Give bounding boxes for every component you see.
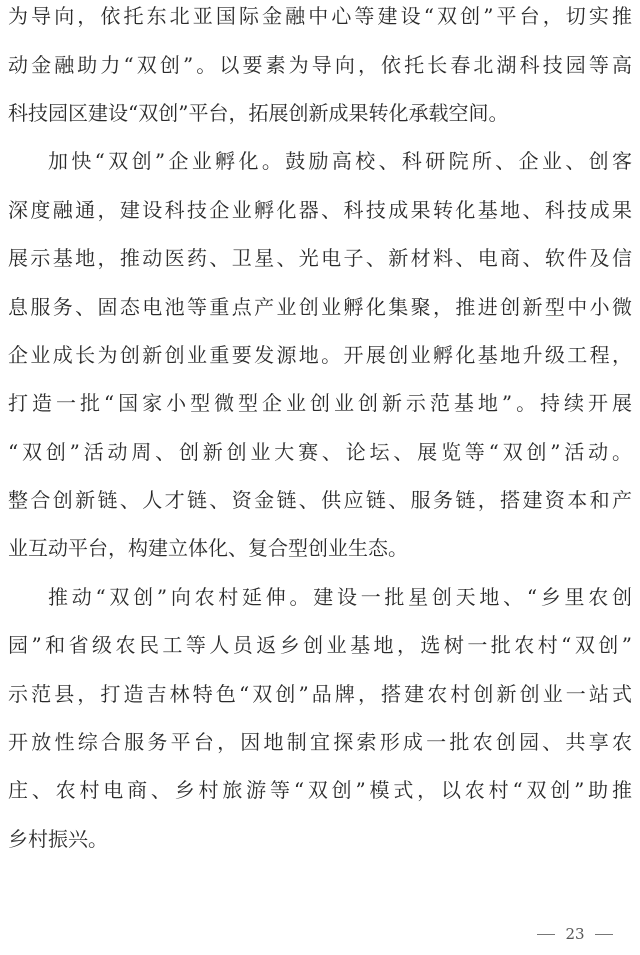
text-line: 息服务、固态电池等重点产业创业孵化集聚，推进创新型中小微 [8,295,635,319]
page-number [520,924,630,944]
text-line: 打造一批“国家小型微型企业创业创新示范基地”。持续开展 [8,391,636,415]
page-number-value: 23 [565,925,585,943]
text-line: 加快“双创”企业孵化。鼓励高校、科研院所、企业、创客 [48,149,636,173]
text-line: 展示基地，推动医药、卫星、光电子、新材料、电商、软件及信 [8,246,635,270]
text-line: 动金融助力“双创”。以要素为导向，依托长春北湖科技园等高 [8,53,636,77]
page-number-dash-right [595,934,613,935]
text-line: 乡村振兴。 [8,827,108,851]
text-line: 开放性综合服务平台，因地制宜探索形成一批农创园、共享农 [8,730,636,754]
text-line: 园”和省级农民工等人员返乡创业基地，选树一批农村“双创” [8,633,636,657]
text-line: 企业成长为创新创业重要发源地。开展创业孵化基地升级工程， [8,343,635,367]
text-line: 示范县，打造吉林特色“双创”品牌，搭建农村创新创业一站式 [8,682,636,706]
text-line: “双创”活动周、创新创业大赛、论坛、展览等“双创”活动。 [8,440,636,464]
text-line: 为导向，依托东北亚国际金融中心等建设“双创”平台，切实推 [8,4,636,28]
text-line: 业互动平台，构建立体化、复合型创业生态。 [8,536,408,560]
text-line: 庄、农村电商、乡村旅游等“双创”模式，以农村“双创”助推 [8,778,636,802]
text-line: 科技园区建设“双创”平台，拓展创新成果转化承载空间。 [8,101,509,125]
text-line: 整合创新链、人才链、资金链、供应链、服务链，搭建资本和产 [8,488,635,512]
page-number-dash-left [537,934,555,935]
text-line: 推动“双创”向农村延伸。建设一批星创天地、“乡里农创 [48,585,636,609]
text-line: 深度融通，建设科技企业孵化器、科技成果转化基地、科技成果 [8,198,635,222]
